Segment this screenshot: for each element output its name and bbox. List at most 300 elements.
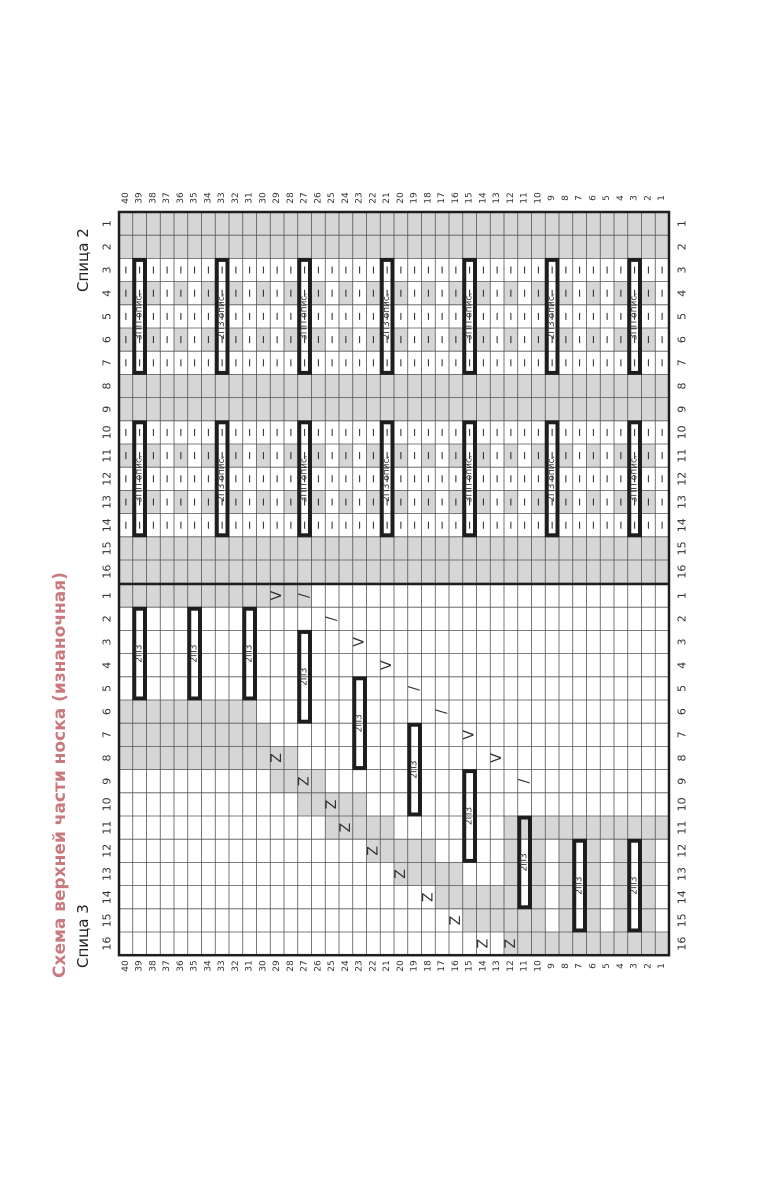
stitch-symbol: / (406, 686, 423, 691)
stitch-symbol: V (351, 637, 368, 647)
stitch-symbol: Z (365, 846, 382, 856)
column-number-bottom: 25 (327, 960, 338, 972)
shade-cell (655, 816, 669, 839)
shade-cell (367, 212, 381, 235)
shade-cell (133, 537, 147, 560)
shade-cell (422, 212, 436, 235)
column-number-top: 11 (519, 192, 530, 204)
shade-cell (188, 235, 202, 258)
shade-cell (298, 560, 312, 583)
shade-cell (312, 537, 326, 560)
shade-cell (449, 537, 463, 560)
shade-cell (490, 235, 504, 258)
shade-cell (449, 374, 463, 397)
row-number-left: 7 (100, 359, 114, 367)
shade-cell (353, 537, 367, 560)
shade-cell (298, 235, 312, 258)
column-number-bottom: 17 (437, 960, 448, 972)
shade-cell (353, 398, 367, 421)
column-number-top: 35 (189, 192, 200, 204)
shade-cell (174, 584, 188, 607)
shade-cell (284, 235, 298, 258)
shade-cell (532, 932, 546, 955)
stitch-symbol: Z (296, 776, 313, 786)
column-number-bottom: 1 (657, 963, 668, 969)
row-number-right: 12 (675, 843, 689, 858)
shade-cell (463, 374, 477, 397)
shade-cell (573, 537, 587, 560)
row-number-left: 5 (100, 684, 114, 692)
shade-cell (490, 374, 504, 397)
column-number-bottom: 40 (120, 960, 131, 972)
shade-cell (614, 212, 628, 235)
shade-cell (367, 235, 381, 258)
shade-cell (394, 212, 408, 235)
shade-cell (160, 723, 174, 746)
shade-cell (463, 886, 477, 909)
column-number-bottom: 6 (588, 963, 599, 969)
shade-cell (518, 398, 532, 421)
shade-cell (257, 560, 271, 583)
shade-cell (628, 235, 642, 258)
shade-cell (160, 537, 174, 560)
shade-cell (229, 235, 243, 258)
shade-cell (642, 235, 656, 258)
shade-cell (559, 816, 573, 839)
column-number-bottom: 5 (602, 963, 613, 969)
row-number-left: 2 (100, 243, 114, 251)
shade-cell (642, 862, 656, 885)
shade-cell (642, 909, 656, 932)
shade-cell (119, 560, 133, 583)
shade-cell (532, 212, 546, 235)
shade-cell (339, 398, 353, 421)
shade-cell (229, 560, 243, 583)
shade-cell (215, 235, 229, 258)
shade-cell (573, 374, 587, 397)
k2tog-box-label: 2П3 (519, 853, 530, 872)
column-number-bottom: 32 (230, 960, 241, 972)
shade-cell (628, 398, 642, 421)
column-number-bottom: 3 (629, 963, 640, 969)
row-number-left: 12 (100, 843, 114, 858)
shade-cell (504, 816, 518, 839)
shade-cell (490, 886, 504, 909)
column-number-bottom: 36 (175, 960, 186, 972)
shade-cell (490, 212, 504, 235)
column-number-bottom: 34 (203, 960, 214, 972)
shade-cell (229, 398, 243, 421)
shade-cell (532, 235, 546, 258)
column-number-top: 36 (175, 192, 186, 204)
shade-cell (477, 374, 491, 397)
row-number-left: 13 (100, 495, 114, 509)
shade-cell (655, 212, 669, 235)
shade-cell (614, 816, 628, 839)
shade-cell (504, 212, 518, 235)
shade-cell (215, 700, 229, 723)
shade-cell (614, 235, 628, 258)
shade-cell (435, 212, 449, 235)
shade-cell (655, 537, 669, 560)
shade-cell (532, 560, 546, 583)
row-number-left: 14 (100, 518, 114, 533)
column-number-bottom: 12 (505, 960, 516, 972)
shade-cell (133, 235, 147, 258)
shade-cell (147, 584, 161, 607)
shade-cell (587, 374, 601, 397)
shade-cell (642, 537, 656, 560)
shade-cell (449, 398, 463, 421)
shade-cell (587, 886, 601, 909)
shade-cell (477, 235, 491, 258)
column-number-top: 28 (285, 192, 296, 204)
column-number-bottom: 13 (492, 960, 503, 972)
row-number-left: 6 (100, 708, 114, 716)
column-number-top: 33 (217, 192, 228, 204)
shade-cell (614, 374, 628, 397)
shade-cell (463, 537, 477, 560)
shade-cell (229, 212, 243, 235)
column-number-top: 30 (258, 192, 269, 204)
shade-cell (312, 212, 326, 235)
shade-cell (188, 560, 202, 583)
stitch-symbol: Z (502, 938, 519, 949)
shade-cell (449, 212, 463, 235)
shade-cell (518, 212, 532, 235)
row-number-right: 4 (675, 661, 689, 669)
shade-cell (628, 932, 642, 955)
column-number-bottom: 31 (244, 960, 255, 972)
column-number-top: 29 (272, 192, 283, 204)
row-number-right: 15 (675, 913, 689, 928)
column-number-top: 31 (244, 192, 255, 204)
column-number-top: 25 (327, 192, 338, 204)
shade-cell (257, 723, 271, 746)
row-number-right: 16 (675, 936, 689, 951)
shade-cell (284, 398, 298, 421)
shade-cell (642, 816, 656, 839)
shade-cell (655, 398, 669, 421)
shade-cell (545, 932, 559, 955)
shade-cell (325, 235, 339, 258)
shade-cell (408, 560, 422, 583)
stitch-symbol: Z (420, 892, 437, 902)
shade-cell (642, 560, 656, 583)
shade-cell (284, 560, 298, 583)
shade-cell (628, 560, 642, 583)
shade-cell (270, 770, 284, 793)
shade-cell (133, 560, 147, 583)
shade-cell (422, 374, 436, 397)
shade-cell (119, 584, 133, 607)
shade-cell (587, 560, 601, 583)
column-number-top: 16 (450, 192, 461, 204)
stitch-symbol: / (434, 709, 451, 714)
shade-cell (600, 816, 614, 839)
shade-cell (477, 537, 491, 560)
shade-cell (504, 398, 518, 421)
column-number-bottom: 9 (547, 963, 558, 969)
row-number-left: 15 (100, 541, 114, 556)
shade-cell (160, 212, 174, 235)
column-number-bottom: 10 (533, 960, 544, 972)
shade-cell (257, 212, 271, 235)
column-number-top: 15 (464, 192, 475, 204)
shade-cell (532, 537, 546, 560)
column-number-bottom: 29 (272, 960, 283, 972)
shade-cell (559, 374, 573, 397)
shade-cell (587, 212, 601, 235)
shade-cell (119, 537, 133, 560)
shade-cell (600, 212, 614, 235)
column-number-bottom: 22 (368, 960, 379, 972)
shade-cell (600, 932, 614, 955)
k2tog-box-label: 2П3 (354, 714, 365, 733)
column-number-top: 21 (382, 192, 393, 204)
row-number-right: 7 (675, 731, 689, 739)
column-number-bottom: 24 (340, 960, 351, 972)
shade-cell (174, 212, 188, 235)
shade-cell (380, 839, 394, 862)
column-number-top: 4 (615, 195, 626, 201)
shade-cell (380, 212, 394, 235)
shade-cell (614, 560, 628, 583)
row-number-right: 13 (675, 495, 689, 509)
shade-cell (463, 212, 477, 235)
shade-cell (284, 746, 298, 769)
column-number-top: 18 (423, 192, 434, 204)
shade-cell (133, 374, 147, 397)
row-number-right: 14 (675, 518, 689, 533)
shade-cell (257, 374, 271, 397)
shade-cell (353, 212, 367, 235)
shade-cell (559, 235, 573, 258)
row-number-left: 3 (100, 266, 114, 274)
shade-cell (587, 862, 601, 885)
k2tog-box-label: 2П3 (464, 806, 475, 826)
row-number-left: 6 (100, 336, 114, 344)
shade-cell (243, 700, 257, 723)
shade-cell (188, 584, 202, 607)
lace-decrease-box-label: 2П3 опис. (382, 455, 393, 502)
shade-cell (160, 746, 174, 769)
shade-cell (587, 398, 601, 421)
shade-cell (298, 374, 312, 397)
lace-decrease-box-label: 3ПП опис. (464, 292, 475, 340)
shade-cell (559, 537, 573, 560)
column-number-bottom: 37 (162, 960, 173, 972)
row-number-left: 1 (100, 220, 114, 228)
shade-cell (243, 398, 257, 421)
shade-cell (202, 700, 216, 723)
row-number-right: 12 (675, 471, 689, 486)
stitch-symbol: V (269, 590, 286, 601)
shade-cell (573, 932, 587, 955)
shade-cell (655, 560, 669, 583)
row-number-right: 6 (675, 708, 689, 716)
row-number-left: 13 (100, 867, 114, 881)
column-number-bottom: 14 (478, 960, 489, 972)
shade-cell (270, 374, 284, 397)
shade-cell (353, 374, 367, 397)
shade-cell (463, 398, 477, 421)
needle-3-label: Спица 3 (74, 904, 92, 968)
row-number-right: 3 (675, 266, 689, 274)
shade-cell (435, 374, 449, 397)
shade-cell (229, 723, 243, 746)
column-number-bottom: 7 (574, 963, 585, 969)
shade-cell (188, 746, 202, 769)
column-number-top: 38 (148, 192, 159, 204)
shade-cell (160, 560, 174, 583)
shade-cell (119, 235, 133, 258)
shade-cell (490, 398, 504, 421)
shade-cell (353, 816, 367, 839)
row-number-left: 2 (100, 615, 114, 623)
shade-cell (325, 212, 339, 235)
stitch-symbol: V (379, 660, 396, 670)
shade-cell (587, 909, 601, 932)
column-number-bottom: 38 (148, 960, 159, 972)
shade-cell (202, 560, 216, 583)
column-number-bottom: 2 (643, 963, 654, 969)
column-number-top: 27 (299, 192, 310, 204)
stitch-symbol: / (296, 593, 313, 598)
shade-cell (174, 398, 188, 421)
shade-cell (133, 212, 147, 235)
shade-cell (202, 537, 216, 560)
shade-cell (559, 560, 573, 583)
column-number-top: 17 (437, 192, 448, 204)
shade-cell (380, 398, 394, 421)
row-number-right: 1 (675, 592, 689, 600)
shade-cell (215, 537, 229, 560)
shade-cell (614, 537, 628, 560)
shade-cell (435, 560, 449, 583)
column-number-bottom: 35 (189, 960, 200, 972)
shade-cell (202, 398, 216, 421)
shade-cell (394, 560, 408, 583)
shade-cell (435, 235, 449, 258)
stitch-symbol: V (461, 730, 478, 740)
shade-cell (380, 816, 394, 839)
shade-cell (532, 839, 546, 862)
column-number-top: 13 (492, 192, 503, 204)
shade-cell (188, 398, 202, 421)
shade-cell (380, 374, 394, 397)
shade-cell (655, 374, 669, 397)
shade-cell (504, 886, 518, 909)
shade-cell (270, 212, 284, 235)
column-number-bottom: 19 (409, 960, 420, 972)
column-number-bottom: 16 (450, 960, 461, 972)
shade-cell (312, 235, 326, 258)
shade-cell (642, 886, 656, 909)
shade-cell (422, 862, 436, 885)
row-number-right: 8 (675, 754, 689, 762)
shade-cell (408, 862, 422, 885)
shade-cell (339, 537, 353, 560)
shade-cell (243, 560, 257, 583)
row-number-right: 9 (675, 405, 689, 413)
column-number-top: 2 (643, 195, 654, 201)
chart-title: Схема верхней части носка (изнаночная) (50, 572, 70, 978)
shade-cell (559, 909, 573, 932)
stitch-symbol: / (516, 778, 533, 784)
shade-cell (312, 398, 326, 421)
column-number-bottom: 21 (382, 960, 393, 972)
shade-cell (147, 746, 161, 769)
shade-cell (504, 374, 518, 397)
stitch-symbol: / (324, 616, 341, 622)
shade-cell (229, 537, 243, 560)
column-number-bottom: 11 (519, 960, 530, 972)
shade-cell (284, 537, 298, 560)
row-number-left: 16 (100, 936, 114, 951)
shade-cell (160, 235, 174, 258)
shade-cell (133, 700, 147, 723)
column-number-top: 24 (340, 192, 351, 204)
shade-cell (133, 584, 147, 607)
shade-cell (298, 398, 312, 421)
column-number-top: 9 (547, 195, 558, 201)
shade-cell (312, 374, 326, 397)
shade-cell (587, 839, 601, 862)
row-number-right: 10 (675, 425, 689, 440)
stitch-symbol: Z (447, 915, 464, 926)
shade-cell (394, 398, 408, 421)
shade-cell (202, 212, 216, 235)
shade-cell (435, 537, 449, 560)
k2tog-box-label: 2П3 (134, 644, 145, 663)
lace-decrease-box-label: 3ПП опис. (299, 455, 310, 503)
shade-cell (188, 212, 202, 235)
shade-cell (119, 212, 133, 235)
row-number-left: 16 (100, 564, 114, 579)
row-number-right: 5 (675, 312, 689, 320)
shade-cell (367, 816, 381, 839)
shade-cell (243, 537, 257, 560)
shade-cell (174, 746, 188, 769)
column-number-top: 37 (162, 192, 173, 204)
column-number-bottom: 15 (464, 960, 475, 972)
shade-cell (545, 816, 559, 839)
row-number-left: 4 (100, 661, 114, 669)
shade-cell (298, 212, 312, 235)
shade-cell (160, 700, 174, 723)
lace-decrease-box-label: 2П3 опис. (217, 455, 228, 502)
shade-cell (353, 235, 367, 258)
lace-decrease-box-label: 3ПП опис. (629, 292, 640, 340)
row-number-left: 8 (100, 754, 114, 762)
row-number-right: 7 (675, 359, 689, 367)
shade-cell (518, 374, 532, 397)
k2tog-box-label: 2П3 (189, 644, 200, 663)
row-number-left: 15 (100, 913, 114, 928)
column-number-top: 5 (602, 195, 613, 201)
column-number-bottom: 20 (395, 960, 406, 972)
shade-cell (559, 839, 573, 862)
shade-cell (339, 235, 353, 258)
row-number-right: 16 (675, 564, 689, 579)
shade-cell (243, 584, 257, 607)
lace-decrease-box-label: 2П3 опис. (217, 293, 228, 340)
row-number-left: 7 (100, 731, 114, 739)
shade-cell (587, 537, 601, 560)
shade-cell (270, 235, 284, 258)
shade-cell (559, 862, 573, 885)
